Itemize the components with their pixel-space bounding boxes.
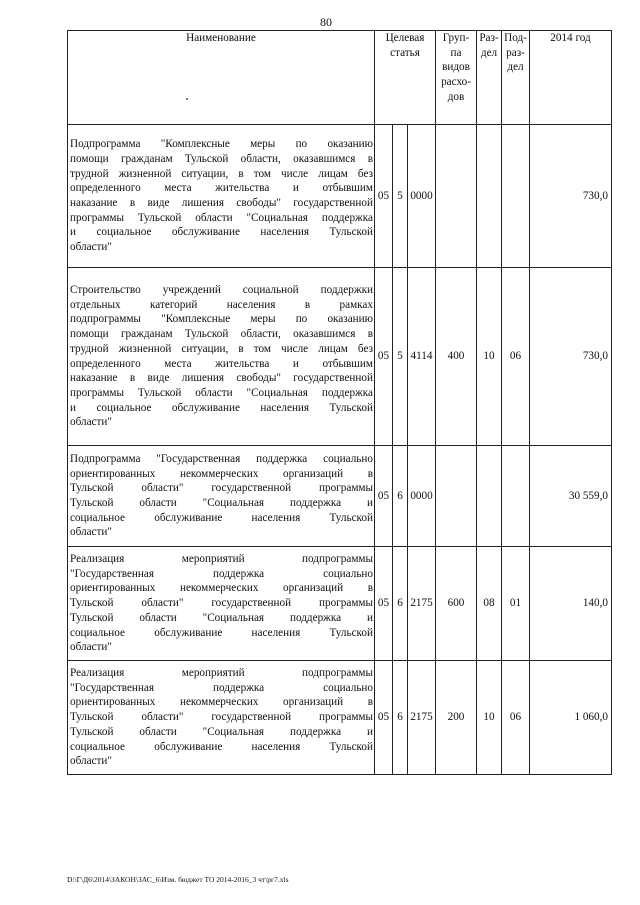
- target-code-part3: 4114: [408, 268, 436, 446]
- amount-2014: 1 060,0: [530, 661, 612, 775]
- target-code-part2: 5: [393, 268, 408, 446]
- expense-group-value: [436, 125, 477, 268]
- row-name: [68, 547, 375, 661]
- amount-2014: 730,0: [530, 268, 612, 446]
- header-section-line: Раз-: [479, 32, 499, 44]
- section-value: 10: [477, 661, 502, 775]
- header-subsection-line: дел: [507, 61, 524, 74]
- row-name-line: Тульской области "Социальная поддержка и: [70, 497, 373, 509]
- row-name-line: социальное обслуживание населения Тульской: [70, 511, 373, 524]
- subsection-value: [502, 125, 530, 268]
- row-name-line: области": [70, 241, 112, 254]
- header-target-article-line: Целевая: [385, 32, 425, 44]
- row-name-line: Реализация мероприятий подпрограммы: [70, 553, 373, 566]
- header-expense-group: [436, 31, 477, 125]
- row-name-line: Подпрограмма "Государственная поддержка социально: [70, 452, 373, 465]
- row-name-line: отдельных категорий населения в рамках: [70, 298, 373, 311]
- row-name-line: подпрограммы "Комплексные меры по оказанию: [70, 313, 373, 326]
- row-name-line: Строительство учреждений социальной поддержки: [70, 283, 373, 296]
- target-code-part1: 05: [375, 661, 393, 775]
- row-name-line: Тульской области "Социальная поддержка и: [70, 725, 373, 738]
- target-code-part2: 6: [393, 547, 408, 661]
- amount-2014: 730,0: [530, 125, 612, 268]
- file-path-footer: D:\Г\Д6\2014\ЗАКОН\ЗАС_6\Изм. бюджет ТО 2014-2016_3 чт\рг7.xls: [67, 875, 289, 884]
- target-code-part1: 05: [375, 446, 393, 547]
- row-name-line: трудной жизненной ситуации, в том числе лицам без: [70, 342, 373, 355]
- table-row: [68, 446, 612, 547]
- target-code-part1: 05: [375, 125, 393, 268]
- row-name-line: "Государственная поддержка социально: [70, 681, 373, 694]
- header-expense-group-line: видов: [442, 61, 470, 74]
- section-value: [477, 125, 502, 268]
- target-code-part3: 2175: [408, 547, 436, 661]
- row-name-line: трудной жизненной ситуации, в том числе лицам без: [70, 167, 373, 180]
- section-value: 10: [477, 268, 502, 446]
- header-expense-group-line: па: [450, 46, 462, 59]
- section-value: [477, 446, 502, 547]
- table-row: [68, 268, 612, 446]
- target-code-part2: 6: [393, 446, 408, 547]
- target-code-part3: 0000: [408, 446, 436, 547]
- row-name-line: помощи гражданам Тульской области, оказавшимся в: [70, 152, 373, 165]
- expense-group-value: [436, 446, 477, 547]
- header-subsection-line: Под-: [504, 32, 527, 44]
- header-target-article-line: статья: [390, 46, 420, 59]
- target-code-part1: 05: [375, 268, 393, 446]
- row-name-line: ориентированных некоммерческих организаций в: [70, 696, 373, 709]
- expense-group-value: 600: [436, 547, 477, 661]
- amount-2014: 140,0: [530, 547, 612, 661]
- header-expense-group-line: дов: [447, 90, 465, 103]
- row-name: [68, 661, 375, 775]
- subsection-value: 06: [502, 661, 530, 775]
- target-code-part3: 2175: [408, 661, 436, 775]
- row-name-line: ориентированных некоммерческих организаций в: [70, 467, 373, 480]
- table-header-row: [68, 31, 612, 125]
- target-code-part1: 05: [375, 547, 393, 661]
- table-row: [68, 125, 612, 268]
- row-name-line: наказание в виде лишения свободы" государственной: [70, 197, 373, 209]
- row-name-line: ориентированных некоммерческих организаций в: [70, 582, 373, 595]
- amount-2014: 30 559,0: [530, 446, 612, 547]
- row-name-line: области": [70, 416, 112, 429]
- row-name-line: Тульской области" государственной программы: [70, 482, 373, 495]
- header-section: [477, 31, 502, 125]
- target-code-part3: 0000: [408, 125, 436, 268]
- row-name-line: и социальное обслуживание населения Тульской: [70, 401, 373, 414]
- section-value: 08: [477, 547, 502, 661]
- page-number: 80: [320, 15, 332, 29]
- row-name: [68, 268, 375, 446]
- row-name-line: области": [70, 641, 112, 654]
- header-target-article: [375, 31, 436, 125]
- header-section-line: дел: [480, 46, 498, 59]
- row-name-line: наказание в виде лишения свободы" государственной: [70, 372, 373, 385]
- header-name: Наименование: [68, 31, 375, 125]
- header-subsection-line: раз-: [506, 46, 525, 59]
- table-row: [68, 661, 612, 775]
- row-name-line: помощи гражданам Тульской области, оказавшимся в: [70, 328, 373, 341]
- row-name-line: программы Тульской области "Социальная поддержка: [70, 386, 373, 399]
- row-name-line: области": [70, 755, 112, 768]
- row-name-line: определенного места жительства и отбывшим: [70, 357, 373, 370]
- row-name-line: области": [70, 526, 112, 539]
- row-name-line: и социальное обслуживание населения Тульской: [70, 226, 373, 239]
- row-name: [68, 125, 375, 268]
- row-name-line: Тульской области "Социальная поддержка и: [70, 611, 373, 624]
- target-code-part2: 6: [393, 661, 408, 775]
- target-code-part2: 5: [393, 125, 408, 268]
- expense-group-value: 200: [436, 661, 477, 775]
- row-name-line: социальное обслуживание населения Тульской: [70, 740, 373, 753]
- subsection-value: 06: [502, 268, 530, 446]
- budget-table: [67, 30, 612, 775]
- subsection-value: [502, 446, 530, 547]
- row-name-line: "Государственная поддержка социально: [70, 567, 373, 580]
- row-name-line: определенного места жительства и отбывшим: [70, 182, 373, 195]
- row-name-line: Реализация мероприятий подпрограммы: [70, 667, 373, 680]
- header-year: 2014 год: [530, 31, 612, 125]
- row-name-line: программы Тульской области "Социальная поддержка: [70, 211, 373, 224]
- row-name: [68, 446, 375, 547]
- header-expense-group-line: Груп-: [442, 32, 470, 44]
- row-name-line: Тульской области" государственной программы: [70, 711, 373, 724]
- subsection-value: 01: [502, 547, 530, 661]
- row-name-line: социальное обслуживание населения Тульской: [70, 626, 373, 639]
- expense-group-value: 400: [436, 268, 477, 446]
- header-expense-group-line: расхо-: [441, 76, 471, 89]
- table-row: [68, 547, 612, 661]
- header-subsection: [502, 31, 530, 125]
- row-name-line: Подпрограмма "Комплексные меры по оказанию: [70, 138, 373, 151]
- row-name-line: Тульской области" государственной программы: [70, 597, 373, 610]
